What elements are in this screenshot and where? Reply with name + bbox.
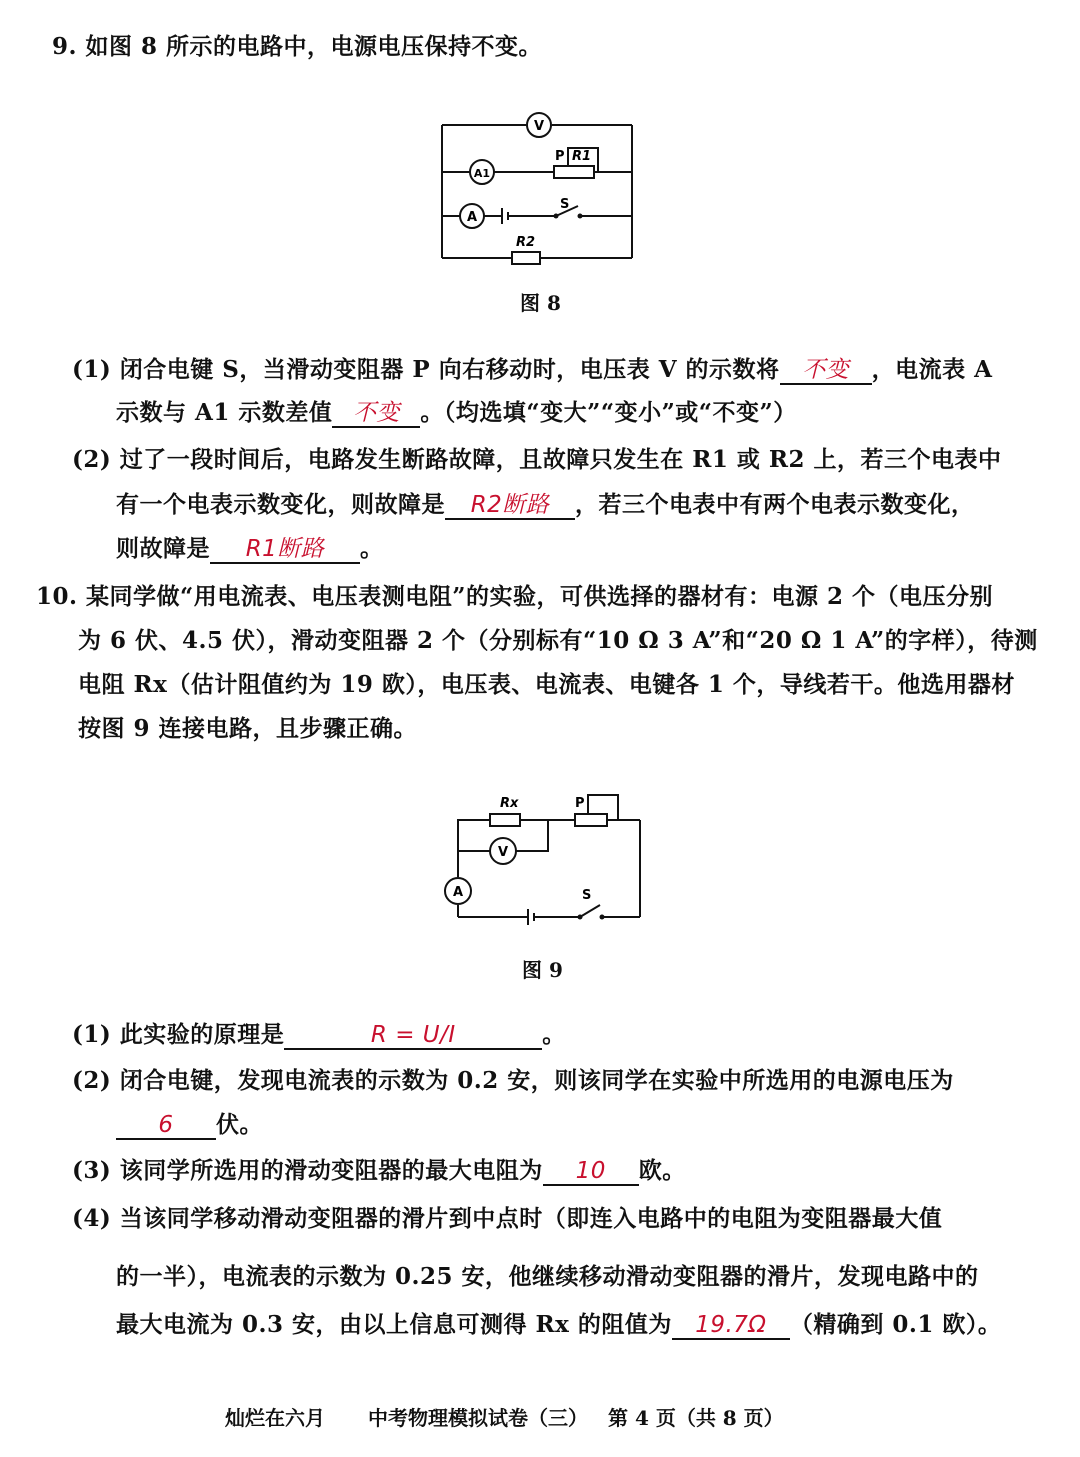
- figure-8-caption: 图 8: [520, 291, 561, 315]
- fig9-label-p: P: [575, 796, 585, 811]
- q10-line4: 按图 9 连接电路，且步骤正确。: [78, 715, 418, 742]
- q10-p3-answer: 10: [543, 1158, 639, 1186]
- q10-p3-text-b: 欧。: [638, 1157, 686, 1184]
- q10-line3: 电阻 Rx（估计阻值约为 19 欧），电压表、电流表、电键各 1 个，导线若干。他选用器材: [78, 671, 1015, 698]
- q9-p1-text-c: 示数与 A1 示数差值: [116, 399, 333, 426]
- q9-part1-line2: [116, 398, 797, 428]
- q10-p2-answer: 6: [116, 1112, 216, 1140]
- fig8-label-r2: R2: [516, 235, 536, 250]
- q9-p2-answer2: R1断路: [210, 536, 360, 564]
- fig8-label-v: V: [533, 119, 545, 134]
- q10-p3-text-a: (3) 该同学所选用的滑动变阻器的最大电阻为: [72, 1157, 543, 1184]
- footer-middle: 中考物理模拟试卷（三）: [368, 1406, 588, 1430]
- q10-p4-text-d: （精确到 0.1 欧）。: [789, 1311, 1002, 1338]
- q10-part4-line1: (4) 当该同学移动滑动变阻器的滑片到中点时（即连入电路中的电阻为变阻器最大值: [72, 1205, 943, 1232]
- q10-part2-line2: [116, 1110, 263, 1140]
- fig9-label-v: V: [497, 845, 509, 860]
- figure-9-caption: 图 9: [522, 958, 563, 982]
- q9-p2-text-d: 则故障是: [116, 535, 210, 562]
- q10-p1-text-b: 。: [542, 1021, 566, 1048]
- q9-part2-line1: (2) 过了一段时间后，电路发生断路故障，且故障只发生在 R1 或 R2 上，若三个电表中: [72, 446, 1002, 473]
- q10-p1-answer: R = U/I: [284, 1022, 542, 1050]
- q10-part1: [72, 1020, 566, 1050]
- q9-p2-text-c: ，若三个电表中有两个电表示数变化，: [575, 491, 975, 518]
- q9-p1-text-d: 。（均选填“变大”“变小”或“不变”）: [420, 399, 797, 426]
- figure-8-circuit: [430, 110, 650, 270]
- q10-part2-line1: (2) 闭合电键，发现电流表的示数为 0.2 安，则该同学在实验中所选用的电源电压为: [72, 1067, 954, 1094]
- q10-line2: 为 6 伏、4.5 伏），滑动变阻器 2 个（分别标有“10 Ω 3 A”和“20 Ω 1 A”的字样），待测: [78, 627, 1038, 654]
- fig8-label-r1: R1: [572, 149, 592, 164]
- fig8-label-a1: A1: [473, 167, 491, 180]
- figure-9-circuit: [430, 785, 650, 935]
- fig8-label-s: S: [560, 197, 570, 212]
- footer-page-number: 第 4 页（共 8 页）: [608, 1406, 784, 1430]
- q9-part2-line2: [116, 490, 975, 520]
- q10-part4-line3: [116, 1310, 1001, 1340]
- q9-p2-text-b: 有一个电表示数变化，则故障是: [116, 491, 445, 518]
- q9-part1-line1: [72, 355, 992, 385]
- q10-line1: 10. 某同学做“用电流表、电压表测电阻”的实验，可供选择的器材有：电源 2 个（电压分别: [36, 583, 993, 610]
- q10-p1-text-a: (1) 此实验的原理是: [72, 1021, 285, 1048]
- q9-p2-text-e: 。: [360, 535, 384, 562]
- q10-part3: [72, 1156, 686, 1186]
- fig9-label-s: S: [582, 888, 592, 903]
- fig8-label-p: P: [555, 149, 565, 164]
- q9-p1-text-b: ，电流表 A: [871, 356, 993, 383]
- q10-p4-text-c: 最大电流为 0.3 安，由以上信息可测得 Rx 的阻值为: [116, 1311, 672, 1338]
- footer-left: 灿烂在六月: [225, 1406, 325, 1430]
- fig9-label-rx: Rx: [500, 796, 519, 811]
- q9-part2-line3: [116, 534, 384, 564]
- q9-p2-answer1: R2断路: [445, 492, 575, 520]
- q10-part4-line2: 的一半），电流表的示数为 0.25 安，他继续移动滑动变阻器的滑片，发现电路中的: [116, 1263, 979, 1290]
- fig9-label-a: A: [452, 885, 464, 900]
- q10-p4-answer: 19.7Ω: [672, 1312, 790, 1340]
- q10-p2-text-b: 伏。: [216, 1111, 263, 1138]
- q9-p1-answer1: 不变: [780, 357, 872, 385]
- fig8-label-a: A: [466, 210, 478, 225]
- q9-stem: 9. 如图 8 所示的电路中，电源电压保持不变。: [52, 33, 543, 60]
- q9-p1-answer2: 不变: [332, 400, 420, 428]
- q9-p1-text-a: (1) 闭合电键 S，当滑动变阻器 P 向右移动时，电压表 V 的示数将: [72, 356, 780, 383]
